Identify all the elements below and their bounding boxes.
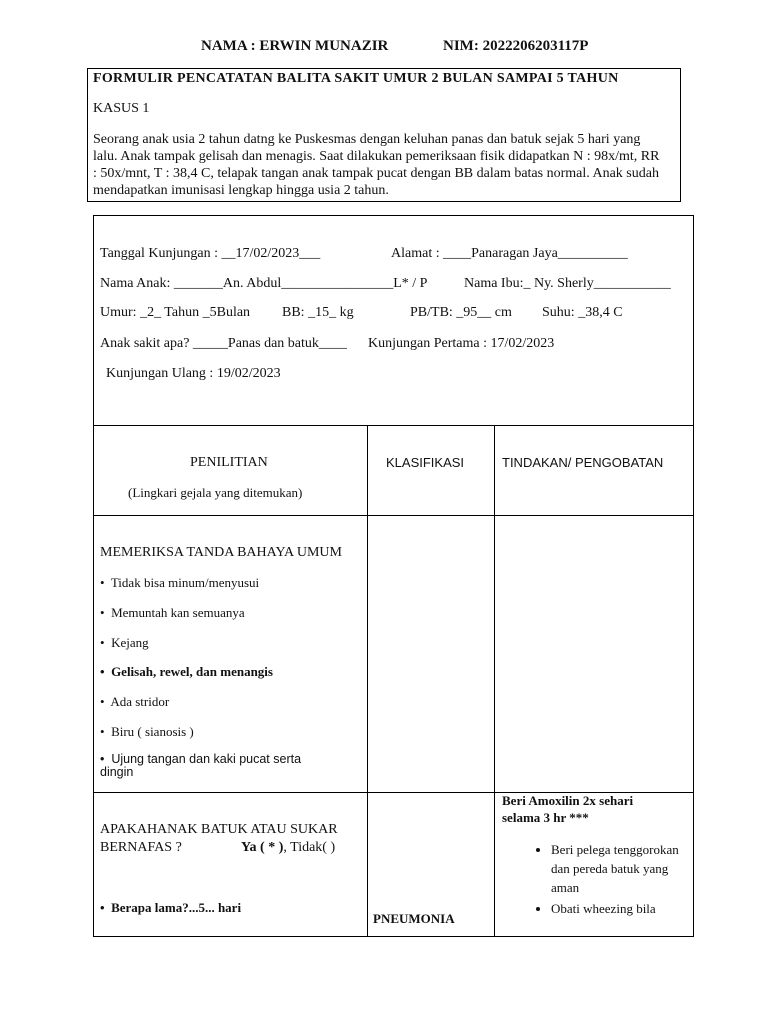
first-visit: Kunjungan Pertama : 17/02/2023 bbox=[368, 336, 555, 351]
treatment-item: • Beri pelega tenggorokan dan pereda batuk yang aman bbox=[551, 840, 683, 897]
col-assessment-subtitle: (Lingkari gejala yang ditemukan) bbox=[128, 485, 303, 500]
divider-columns bbox=[93, 515, 694, 516]
weight-unit: kg bbox=[336, 305, 354, 320]
height-value: _95__ bbox=[456, 305, 492, 320]
visit-date-row bbox=[100, 246, 320, 262]
height-row bbox=[410, 305, 512, 321]
col-treatment-title: TINDAKAN/ PENGOBATAN bbox=[502, 455, 664, 470]
treatment-item: • Obati wheezing bila bbox=[551, 899, 701, 918]
case-label: KASUS 1 bbox=[93, 101, 150, 116]
visit-date-value: __17/02/2023___ bbox=[221, 246, 321, 261]
danger-sign-item: • Kejang bbox=[100, 635, 149, 650]
age-months-label: Bulan bbox=[216, 305, 251, 320]
col-assessment-title: PENILITIAN bbox=[190, 455, 268, 470]
mother-name-label: Nama Ibu: bbox=[464, 276, 524, 291]
col-classification-title: KLASIFIKASI bbox=[386, 455, 465, 470]
child-name-value: _______An. Abdul________________ bbox=[173, 276, 394, 291]
age-years-value: _2_ bbox=[140, 305, 162, 320]
danger-sign-item-cont: dingin bbox=[100, 765, 134, 779]
danger-sign-item: • Biru ( sianosis ) bbox=[100, 724, 194, 739]
address-value: ____Panaragan Jaya__________ bbox=[443, 246, 628, 261]
address-label: Alamat : bbox=[391, 246, 444, 261]
cough-answer: Ya ( * ), Tidak( ) bbox=[241, 840, 336, 855]
divider-header bbox=[93, 425, 694, 426]
temperature-label: Suhu: bbox=[542, 305, 579, 320]
age-label: Umur: bbox=[100, 305, 141, 320]
visit-date-label: Tanggal Kunjungan : bbox=[100, 246, 222, 261]
cough-question-line1: APAKAHANAK BATUK ATAU SUKAR bbox=[100, 822, 338, 837]
follow-up-visit: Kunjungan Ulang : 19/02/2023 bbox=[106, 366, 281, 381]
child-name-label: Nama Anak: bbox=[100, 276, 174, 291]
weight-value: _15_ bbox=[308, 305, 337, 320]
illness-row bbox=[100, 336, 347, 352]
student-nim: NIM: 2022206203117P bbox=[443, 38, 589, 54]
form-title: FORMULIR PENCATATAN BALITA SAKIT UMUR 2 BULAN SAMPAI 5 TAHUN bbox=[93, 71, 619, 86]
temperature-value: _38,4 bbox=[578, 305, 614, 320]
danger-signs-title: MEMERIKSA TANDA BAHAYA UMUM bbox=[100, 545, 342, 560]
case-line-4: mendapatkan imunisasi lengkap hingga usia 2 tahun. bbox=[93, 183, 389, 198]
height-label: PB/TB: bbox=[410, 305, 457, 320]
case-line-3: : 50x/mnt, T : 38,4 C, telapak tangan anak tampak pucat dengan BB dalam batas normal. Anak sudah bbox=[93, 166, 659, 181]
case-line-1: Seorang anak usia 2 tahun datng ke Puskesmas dengan keluhan panas dan batuk sejak 5 hari yang bbox=[93, 132, 641, 147]
weight-row bbox=[282, 305, 354, 321]
treatment-title-line1: Beri Amoxilin 2x sehari bbox=[502, 793, 634, 808]
sex-value: L* / P bbox=[393, 276, 428, 291]
classification-value: PNEUMONIA bbox=[373, 911, 455, 926]
cough-question-line2: BERNAFAS ? bbox=[100, 840, 182, 855]
col-divider-1 bbox=[367, 425, 368, 937]
danger-sign-item: • Gelisah, rewel, dan menangis bbox=[100, 664, 273, 679]
age-row bbox=[100, 305, 250, 321]
danger-sign-item: • Ujung tangan dan kaki pucat serta bbox=[100, 752, 302, 766]
weight-label: BB: bbox=[282, 305, 309, 320]
danger-sign-item: • Memuntah kan semuanya bbox=[100, 605, 245, 620]
danger-sign-item: • Ada stridor bbox=[100, 694, 170, 709]
student-name: NAMA : ERWIN MUNAZIR bbox=[201, 38, 389, 54]
cough-duration: • Berapa lama?...5... hari bbox=[100, 900, 242, 915]
height-unit: cm bbox=[491, 305, 512, 320]
treatment-title-line2: selama 3 hr *** bbox=[502, 810, 589, 825]
mother-name-row bbox=[464, 276, 671, 292]
temperature-unit: C bbox=[613, 305, 623, 320]
danger-sign-item: • Tidak bisa minum/menyusui bbox=[100, 575, 260, 590]
temperature-row bbox=[542, 305, 623, 321]
address-row bbox=[391, 246, 628, 262]
child-name-row bbox=[100, 276, 427, 292]
illness-value: _____Panas dan batuk____ bbox=[192, 336, 347, 351]
col-divider-2 bbox=[494, 425, 495, 937]
age-months-value: _5 bbox=[202, 305, 217, 320]
treatment-list bbox=[529, 840, 701, 920]
illness-label: Anak sakit apa? bbox=[100, 336, 193, 351]
case-line-2: lalu. Anak tampak gelisah dan menagis. Saat dilakukan pemeriksaan fisik didapatkan N : 98x/mt, RR bbox=[93, 149, 660, 164]
age-years-label: Tahun bbox=[161, 305, 203, 320]
mother-name-value: _ Ny. Sherly___________ bbox=[523, 276, 671, 291]
